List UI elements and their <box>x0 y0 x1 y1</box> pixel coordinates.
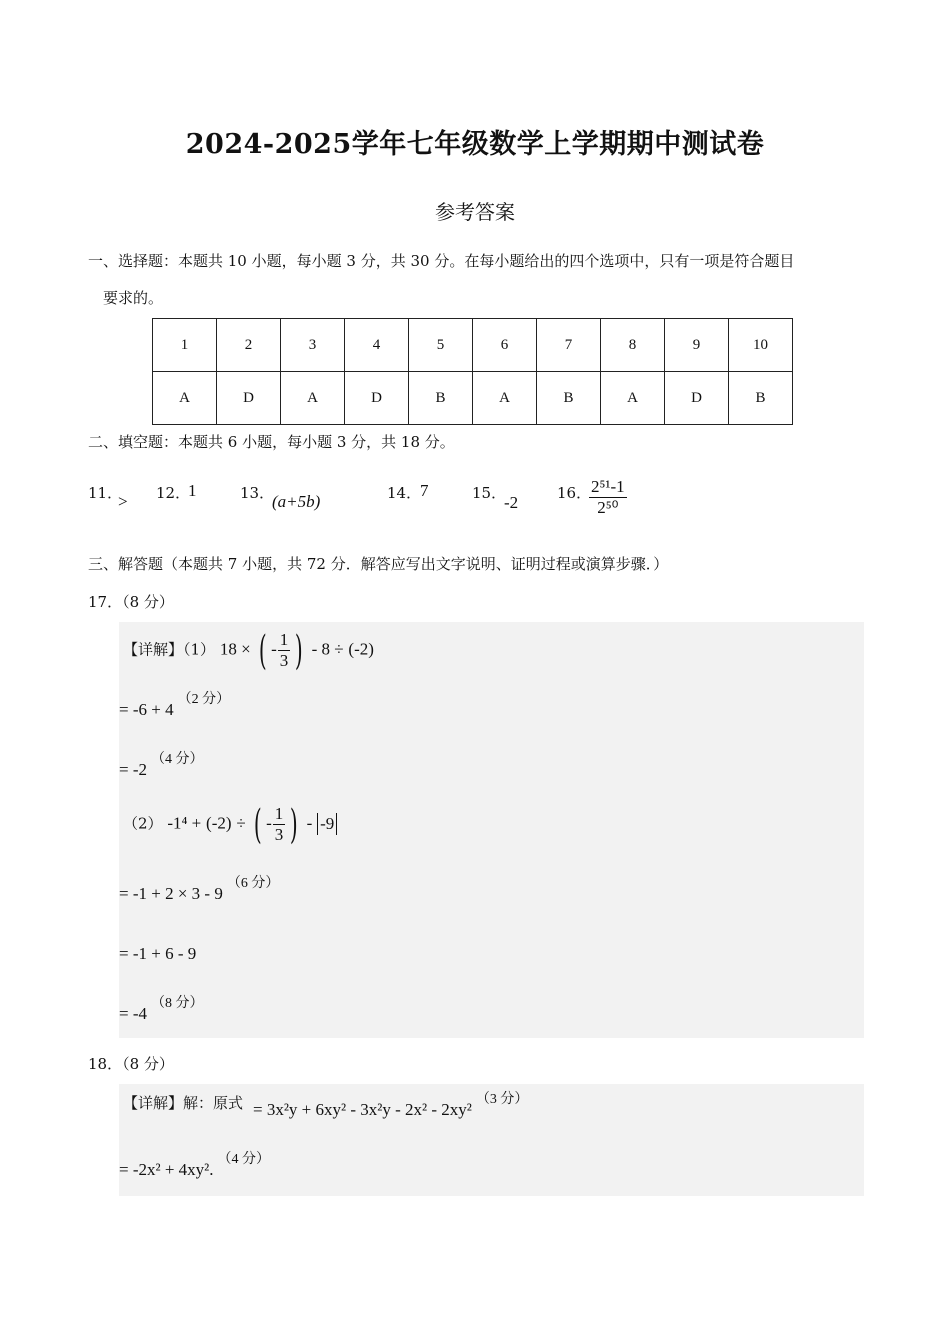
q16-fraction <box>589 477 627 518</box>
section2-heading: 二、填空题：本题共 6 小题，每小题 3 分，共 18 分。 <box>88 433 455 451</box>
section3-heading: 三、解答题（本题共 7 小题，共 72 分．解答应写出文字说明、证明过程或演算步骤．） <box>88 555 669 573</box>
q16-numerator: 2⁵¹-1 <box>591 477 625 496</box>
q17-step4-line <box>119 944 196 964</box>
q14-label: 14． <box>387 484 422 502</box>
q18-step-line <box>119 1152 271 1180</box>
q17-expr2-c: ÷ <box>236 813 246 833</box>
q13-answer: (a+5b) <box>272 492 321 511</box>
q17-expr2-d: - <box>306 813 313 833</box>
q17-expr2-b: -2 <box>211 813 226 833</box>
q14-answer: 7 <box>420 481 429 500</box>
q-number-cell: 6 <box>473 319 537 372</box>
answer-table-number-row <box>153 319 793 372</box>
q17-expr2-b-wrap: (-2) <box>206 813 232 833</box>
q12-label: 12． <box>156 484 191 502</box>
q17-solution-panel <box>119 622 864 1038</box>
paren-close: ) <box>295 627 303 674</box>
q-number-cell: 5 <box>409 319 473 372</box>
q-answer-cell: B <box>537 372 601 425</box>
section1-heading-cont: 要求的。 <box>103 289 164 307</box>
q-number-cell: 9 <box>665 319 729 372</box>
q-number-cell: 7 <box>537 319 601 372</box>
q-number-cell: 1 <box>153 319 217 372</box>
q-number-cell: 8 <box>601 319 665 372</box>
answer-table-answer-row <box>153 372 793 425</box>
section1-heading: 一、选择题：本题共 10 小题，每小题 3 分，共 30 分。在每小题给出的四个选项中，只有一项是符合题目 <box>88 252 795 270</box>
q17-expr1-a: 18 × <box>219 639 251 659</box>
q12-answer: 1 <box>188 481 197 500</box>
q-answer-cell: A <box>473 372 537 425</box>
q18-label: 18．（8 分） <box>88 1055 174 1073</box>
q-number-cell: 10 <box>729 319 793 372</box>
q-answer-cell: A <box>153 372 217 425</box>
q11-label: 11． <box>88 484 123 502</box>
q16-denominator: 2⁵⁰ <box>597 498 619 517</box>
fraction-numerator: 1 <box>274 804 284 823</box>
q17-part2-label: （2） <box>123 814 163 833</box>
q17-step2-note: （4 分） <box>151 752 204 767</box>
q17-step3: = -1 + 2 × 3 - 9 <box>119 884 223 903</box>
q-answer-cell: D <box>217 372 281 425</box>
q-answer-cell: B <box>729 372 793 425</box>
q-answer-cell: A <box>601 372 665 425</box>
q17-expr2-e: -9 <box>317 813 337 835</box>
page-subtitle: 参考答案 <box>435 200 515 224</box>
q17-label: 17．（8 分） <box>88 593 174 611</box>
q17-expr1-b: - 8 ÷ <box>311 639 344 659</box>
minus-sign: - <box>266 813 272 833</box>
q15-label: 15． <box>472 484 507 502</box>
q17-step5: = -4 <box>119 1004 147 1023</box>
q17-expr1-fraction <box>278 630 291 671</box>
q17-expr2-fraction <box>273 804 286 845</box>
q18-expr-line <box>253 1092 529 1120</box>
q17-expr2-a: -1⁴ + <box>167 813 202 833</box>
q16-label: 16． <box>557 484 592 502</box>
q18-solution-panel <box>119 1084 864 1196</box>
paren-open: ( <box>254 801 263 848</box>
q17-step5-note: （8 分） <box>151 996 204 1011</box>
fraction-numerator: 1 <box>279 630 289 649</box>
minus-sign: - <box>271 639 277 659</box>
answer-table <box>152 318 793 425</box>
q17-step4: = -1 + 6 - 9 <box>119 944 197 963</box>
q17-step3-line <box>119 876 280 904</box>
fraction-denominator: 3 <box>274 825 284 844</box>
paren-close: ) <box>290 801 298 848</box>
q17-step3-note: （6 分） <box>226 876 280 891</box>
q13-label: 13． <box>240 484 275 502</box>
q18-expr: = 3x²y + 6xy² - 3x²y - 2x² - 2xy² <box>253 1100 472 1119</box>
q17-step1-line <box>119 692 231 720</box>
q-answer-cell: D <box>345 372 409 425</box>
q15-answer: -2 <box>504 493 519 512</box>
q17-step1: = -6 + 4 <box>119 700 174 719</box>
fraction-denominator: 3 <box>279 651 289 670</box>
paren-open: ( <box>259 627 268 674</box>
q16-answer <box>588 477 628 518</box>
q18-detail-label: 【详解】解：原式 <box>123 1094 244 1112</box>
q-answer-cell: A <box>281 372 345 425</box>
page-title: 2024-2025学年七年级数学上学期期中测试卷 <box>185 129 765 160</box>
q17-part2-line <box>123 801 337 848</box>
q17-expr1-c-wrap: (-2) <box>348 639 374 659</box>
q18-expr-note: （3 分） <box>475 1092 529 1107</box>
q18-step: = -2x² + 4xy². <box>119 1160 214 1179</box>
q18-line1 <box>123 1092 243 1113</box>
q17-line1 <box>123 627 374 674</box>
q17-step2: = -2 <box>119 760 147 779</box>
q17-expr1-c: -2 <box>354 639 369 659</box>
q-answer-cell: D <box>665 372 729 425</box>
q17-step1-note: （2 分） <box>177 692 231 707</box>
q-answer-cell: B <box>409 372 473 425</box>
q-number-cell: 4 <box>345 319 409 372</box>
q-number-cell: 3 <box>281 319 345 372</box>
q11-answer: > <box>118 492 128 511</box>
q17-step2-line <box>119 752 204 780</box>
q-number-cell: 2 <box>217 319 281 372</box>
q17-step5-line <box>119 996 204 1024</box>
q18-step-note: （4 分） <box>217 1152 271 1167</box>
q17-detail-label: 【详解】（1） <box>123 640 216 659</box>
